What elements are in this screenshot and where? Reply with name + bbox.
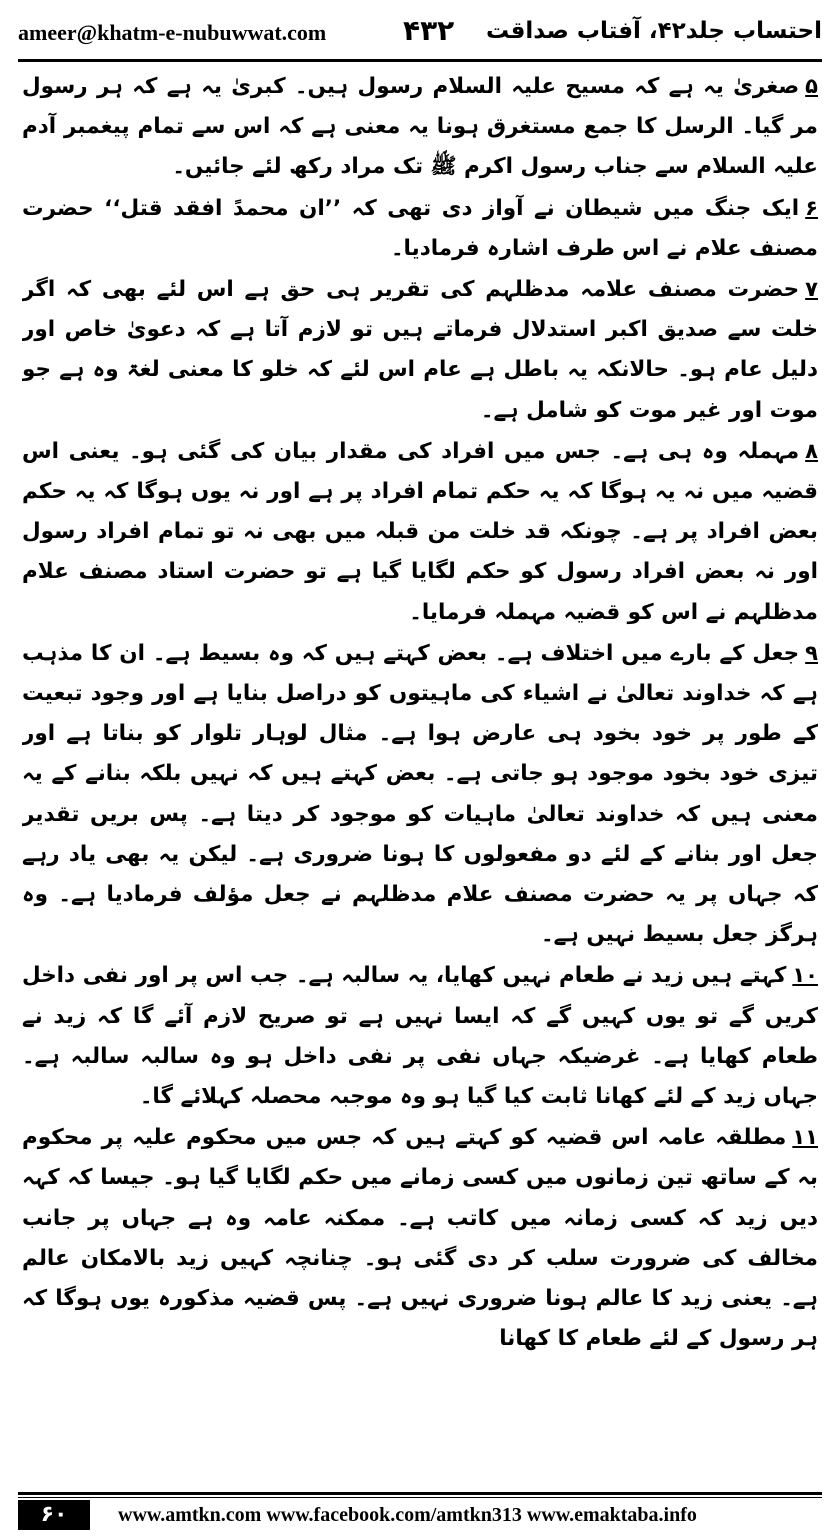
footer-divider: [18, 1492, 822, 1495]
paragraph-6: [22, 188, 818, 269]
header-divider: [18, 59, 822, 62]
paragraph-text: صغریٰ یہ ہے کہ مسیح علیہ السلام رسول ہیں۔ کبریٰ یہ ہے کہ ہر رسول مر گیا۔ الرسل کا جمع مستغرق ہونا یہ معنی ہے کہ اس سے تمام پیغمبر آدم علیہ السلام سے جناب رسول اکرم ﷺ تک مراد رکھ لئے جائیں۔: [22, 74, 818, 180]
footer-page-badge: ۶۰: [18, 1500, 90, 1530]
paragraph-text: حضرت مصنف علامہ مدظلہم کی تقریر ہی حق ہے اس لئے بھی کہ اگر خلت سے صدیق اکبر استدلال فرماتے ہیں تو لازم آتا ہے کہ دعویٰ خاص اور دلیل عام ہو۔ حالانکہ یہ باطل ہے عام اس لئے کہ خلو کا معنی لغۃ وہ ہے جو موت اور غیر موت کو شامل ہے۔: [22, 277, 818, 423]
page-header: [18, 14, 822, 54]
paragraph-9: [22, 633, 818, 956]
note-number: ۸: [805, 438, 818, 463]
paragraph-5: [22, 66, 818, 188]
paragraph-10: [22, 955, 818, 1117]
paragraph-text: ایک جنگ میں شیطان نے آواز دی تھی کہ ’’ان محمدً افقد قتل‘‘ حضرت مصنف علام نے اس طرف اشارہ فرمادیا۔: [22, 195, 818, 261]
page-footer: [18, 1492, 822, 1532]
paragraph-text: مہملہ وہ ہی ہے۔ جس میں افراد کی مقدار بیان کی گئی ہو۔ یعنی اس قضیہ میں نہ یہ ہوگا کہ یہ حکم تمام افراد پر ہے اور نہ یوں ہوگا کہ یہ حکم بعض افراد پر ہے۔ چونکہ قد خلت من قبلہ میں بھی نہ تو تمام افراد رسول اور نہ بعض افراد رسول کو حکم لگایا گیا ہے تو حضرت استاد مصنف علام مدظلہم نے اس کو قضیہ مہملہ فرمایا۔: [22, 438, 818, 625]
note-number: ۶: [805, 195, 818, 220]
paragraph-text: جعل کے بارے میں اختلاف ہے۔ بعض کہتے ہیں کہ وہ بسیط ہے۔ ان کا مذہب ہے کہ خداوند تعالیٰ نے اشیاء کی ماہیتوں کو دراصل بنایا ہے اور وجود تبعیت کے طور پر خود بخود ہی عارض ہوا ہے۔ مثال لوہار تلوار کو بناتا ہے اور تیزی خود بخود موجود ہو جاتی ہے۔ بعض کہتے ہیں کہ نہیں بلکہ بنانے کے یہ معنی ہیں کہ خداوند تعالیٰ ماہیات کو موجود کر دیتا ہے۔ پس بریں تقدیر جعل اور بنانے کے لئے دو مفعولوں کا ہونا ضروری ہے۔ لیکن یہ بھی یاد رہے کہ جہاں پر یہ حضرت مصنف علام مدظلہم نے جعل مؤلف فرمادیا ہے۔ وہ ہرگز جعل بسیط نہیں ہے۔: [22, 640, 818, 948]
note-number: ۷: [805, 277, 818, 302]
paragraph-text: مطلقہ عامہ اس قضیہ کو کہتے ہیں کہ جس میں محکوم علیہ پر محکوم بہ کے ساتھ تین زمانوں میں کسی زمانے میں حکم لگایا گیا ہو۔ جیسا کہ کہہ دیں زید کہ کسی زمانہ میں کاتب ہے۔ ممکنہ عامہ وہ ہے جہاں پر جانب مخالف کی ضرورت سلب کر دی گئی ہو۔ چنانچہ کہیں زید بالامکان عالم ہے۔ یعنی زید کا عالم ہونا ضروری نہیں ہے۔ پس قضیہ مذکورہ یوں ہوگا کہ ہر رسول کے لئے طعام کا کھانا: [22, 1125, 818, 1352]
header-page-number: ۴۳۲: [403, 14, 455, 47]
footer-website-links: www.amtkn.com www.facebook.com/amtkn313 www.emaktaba.info: [118, 1504, 697, 1526]
paragraph-text: کہتے ہیں زید نے طعام نہیں کھایا، یہ سالبہ ہے۔ جب اس پر اور نفی داخل کریں گے تو یوں کہیں گے کہ ایسا نہیں ہے تو صریح لازم آئے گا کہ زید نے طعام کھایا ہے۔ غرضیکہ جہاں نفی پر نفی داخل ہو وہ سالبہ سالبہ ہے۔ جہاں زید کے لئے کھانا ثابت کیا گیا ہو وہ موجبہ محصلہ کہلائے گا۔: [22, 963, 818, 1110]
note-number: ۱۰: [792, 963, 818, 988]
paragraph-7: [22, 269, 818, 431]
note-number: ۵: [805, 74, 818, 98]
page-body: [22, 66, 818, 1480]
paragraph-8: [22, 431, 818, 633]
note-number: ۹: [805, 640, 818, 665]
footer-divider-thin: [18, 1497, 822, 1498]
header-email: ameer@khatm-e-nubuwwat.com: [18, 20, 327, 45]
note-number: ۱۱: [792, 1125, 818, 1150]
paragraph-11: [22, 1117, 818, 1359]
header-title: احتساب جلد۴۲، آفتاب صداقت: [486, 18, 822, 44]
